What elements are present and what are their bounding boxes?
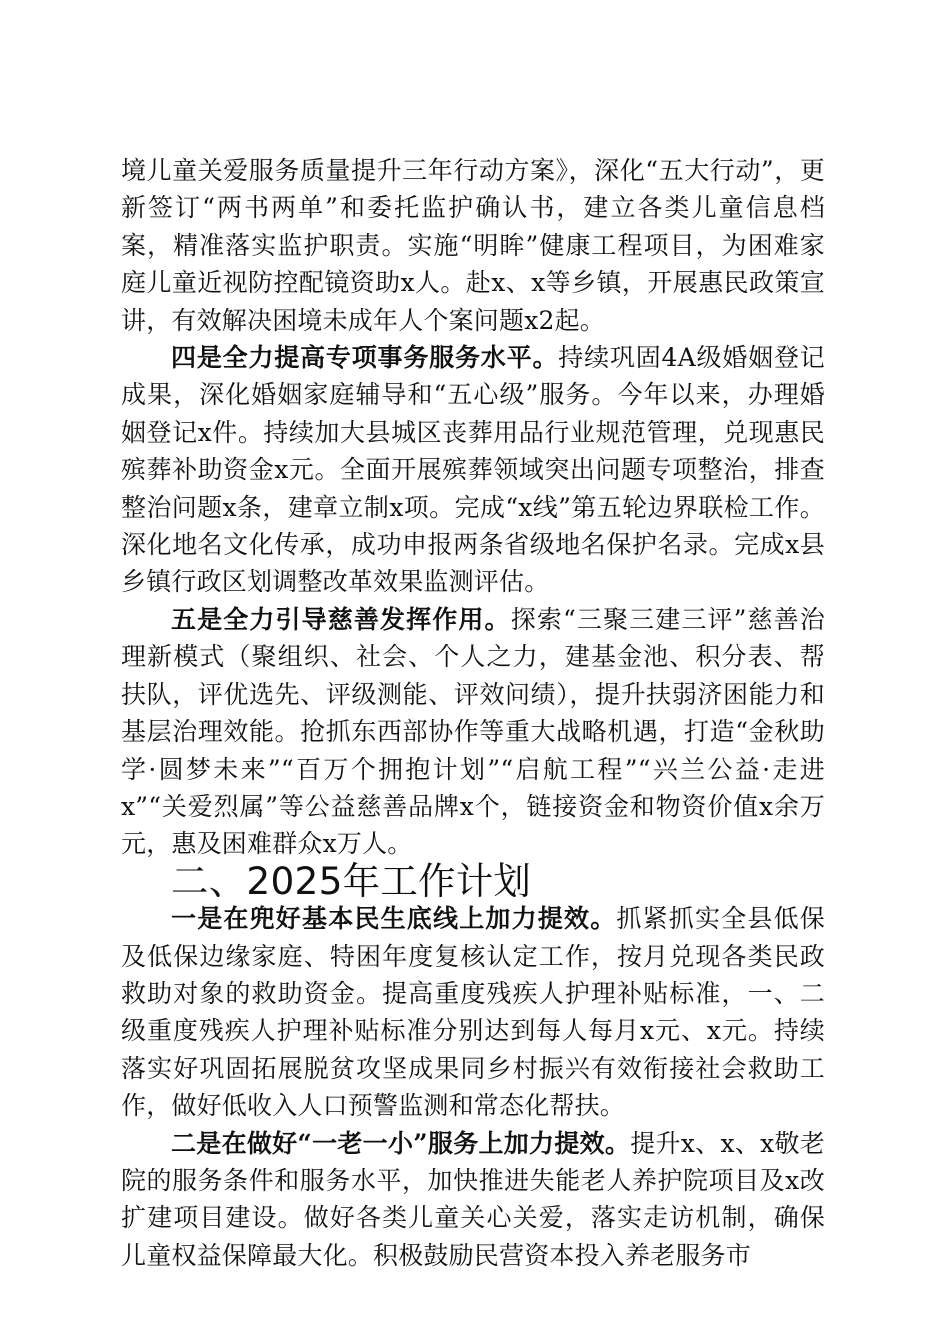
- paragraph-basic-livelihood: [121, 900, 825, 1124]
- paragraph-text: 持续巩固4A级婚姻登记成果，深化婚姻家庭辅导和“五心级”服务。今年以来，办理婚姻登记x件。持续加大县城区丧葬用品行业规范管理，兑现惠民殡葬补助资金x元。全面开展殡葬领域突出问题专项整治，排查整治问题x条，建章立制x项。完成“x线”第五轮边界联检工作。深化地名文化传承，成功申报两条省级地名保护名录。完成x县乡镇行政区划调整改革效果监测评估。: [121, 343, 825, 597]
- paragraph-lead: 五是全力引导慈善发挥作用。: [171, 604, 511, 634]
- paragraph-child-care-continued: [121, 152, 825, 339]
- paragraph-special-affairs: [121, 339, 825, 601]
- paragraph-text: 探索“三聚三建三评”慈善治理新模式（聚组织、社会、个人之力，建基金池、积分表、帮扶队，评优选先、评级测能、评效问绩），提升扶弱济困能力和基层治理效能。抢抓东西部协作等重大战略机遇，打造“金秋助学·圆梦未来”“百万个拥抱计划”“启航工程”“兴兰公益·走进x”“关爱烈属”等公益慈善品牌x个，链接资金和物资价值x余万元，惠及困难群众x万人。: [121, 604, 825, 859]
- section-heading-2025-plan: 二、2025年工作计划: [171, 858, 532, 903]
- paragraph-text: 抓紧抓实全县低保及低保边缘家庭、特困年度复核认定工作，按月兑现各类民政救助对象的救助资金。提高重度残疾人护理补贴标准，一、二级重度残疾人护理补贴标准分别达到每人每月x元、x元。持续落实好巩固拓展脱贫攻坚成果同乡村振兴有效衔接社会救助工作，做好低收入人口预警监测和常态化帮扶。: [121, 904, 825, 1121]
- paragraph-charity: [121, 601, 825, 863]
- paragraph-text: 境儿童关爱服务质量提升三年行动方案》，深化“五大行动”，更新签订“两书两单”和委托监护确认书，建立各类儿童信息档案，精准落实监护职责。实施“明眸”健康工程项目，为困难家庭儿童近视防控配镜资助x人。赴x、x等乡镇，开展惠民政策宣讲，有效解决困境未成年人个案问题x2起。: [121, 156, 825, 335]
- paragraph-lead: 二是在做好“一老一小”服务上加力提效。: [171, 1128, 631, 1158]
- document-page: [121, 152, 825, 1274]
- paragraph-elderly-children: [121, 1125, 825, 1275]
- paragraph-lead: 四是全力提高专项事务服务水平。: [171, 343, 559, 373]
- paragraph-lead: 一是在兜好基本民生底线上加力提效。: [171, 904, 617, 934]
- paragraph-text: 提升x、x、x敬老院的服务条件和服务水平，加快推进失能老人养护院项目及x改扩建项目建设。做好各类儿童关心关爱，落实走访机制，确保儿童权益保障最大化。积极鼓励民营资本投入养老服务市: [121, 1128, 825, 1270]
